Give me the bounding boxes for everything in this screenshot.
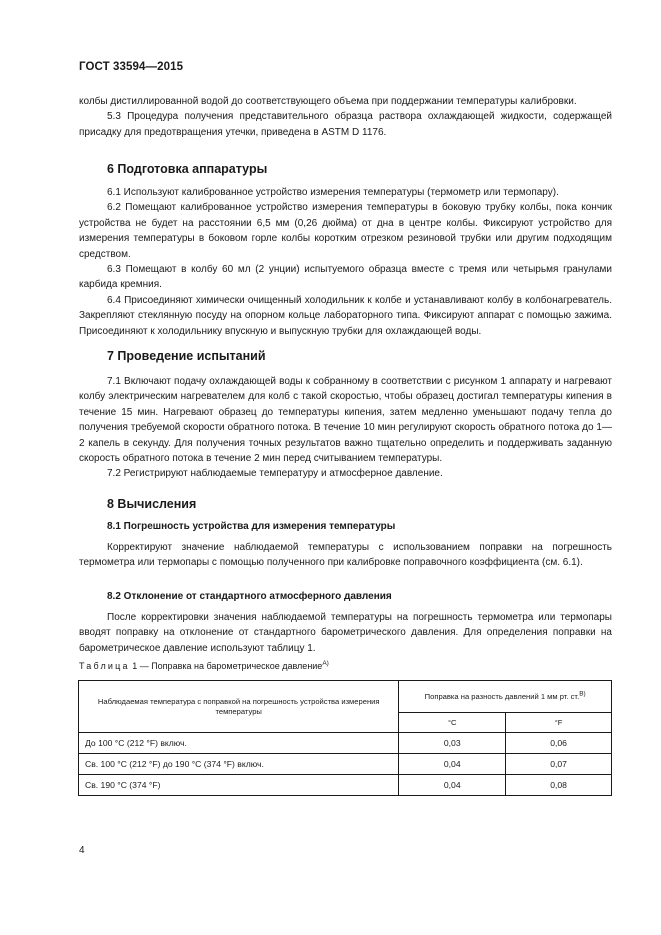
table-row — [79, 775, 612, 796]
page-number: 4 — [79, 845, 85, 856]
row-correction-f: 0,06 — [506, 733, 612, 754]
unit-celsius-header: °C — [399, 713, 506, 733]
subsection-8-1-heading: 8.1 Погрешность устройства для измерения температуры — [107, 521, 396, 532]
table-row — [79, 733, 612, 754]
table-caption-footnote-mark: A) — [322, 660, 329, 667]
section6-body — [79, 185, 612, 339]
row-correction-c: 0,03 — [399, 733, 506, 754]
table-caption — [79, 661, 329, 671]
paragraph-6-1: 6.1 Используют калиброванное устройство измерения температуры (термометр или термопару). — [107, 187, 559, 198]
subsection-8-2-body — [79, 610, 612, 656]
row-correction-c: 0,04 — [399, 754, 506, 775]
paragraph-8-2: После корректировки значения наблюдаемой температуры на погрешность термометра или термопары вводят поправку на отклонение от стандартного барометрического давления. Для определения поправки на барометрическое давление используют таблицу 1. — [79, 612, 612, 654]
paragraph-8-1: Корректируют значение наблюдаемой температуры с использованием поправки на погрешность термометра или термопары с помощью полученного при калибровке поправочного коэффициента (см. 6.1). — [79, 542, 612, 569]
section7-body — [79, 374, 612, 482]
barometric-correction-table — [78, 680, 612, 796]
row-temperature-label: Св. 100 °C (212 °F) до 190 °C (374 °F) включ. — [79, 754, 399, 775]
observed-temperature-header: Наблюдаемая температура с поправкой на погрешность устройства измерения температуры — [79, 681, 399, 733]
paragraph-5-3: 5.3 Процедура получения представительного образца раствора охлаждающей жидкости, содержащей присадку для предотвращения утечки, приведена в ASTM D 1176. — [79, 111, 612, 138]
standard-header: ГОСТ 33594—2015 — [79, 61, 184, 73]
table-row — [79, 754, 612, 775]
correction-header-footnote-mark: B) — [579, 689, 586, 697]
table-caption-text: 1 — Поправка на барометрическое давление — [129, 661, 323, 671]
section-8-heading: 8 Вычисления — [107, 497, 197, 511]
paragraph-6-3: 6.3 Помещают в колбу 60 мл (2 унции) испытуемого образца вместе с тремя или четырьмя гранулами карбида кремния. — [79, 264, 612, 291]
paragraph-6-4: 6.4 Присоединяют химически очищенный холодильник к колбе и устанавливают колбу в колбонагреватель. Закрепляют стеклянную посуду на опорном кольце лабораторного типа. Фиксируют аппарат с помощью зажима. Присоединяют к холодильнику впускную и выпускную трубки для охлаждающей воды. — [79, 294, 612, 337]
section-7-heading: 7 Проведение испытаний — [107, 349, 266, 363]
row-temperature-label: Св. 190 °C (374 °F) — [79, 775, 399, 796]
table-caption-word: Таблица — [79, 661, 130, 671]
paragraph-7-1: 7.1 Включают подачу охлаждающей воды к собранному в соответствии с рисунком 1 аппарату и нагревают колбу электрическим нагревателем для колб с такой скоростью, чтобы образец достигал температуры кипения в течение 15 мин. Нагревают образец до температуры кипения, затем медленно уменьшают подачу тепла до получения требуемой скорости обратного потока. В течение 10 мин регулируют скорость обратного потока до 1—2 капель в секунду. Для получения точных результатов важно тщательно определить и поддерживать заданную скорость обратного потока в течение 2 мин перед считыванием температуры. — [79, 376, 612, 465]
paragraph-7-2: 7.2 Регистрируют наблюдаемые температуру и атмосферное давление. — [107, 468, 443, 480]
row-correction-f: 0,08 — [506, 775, 612, 796]
unit-fahrenheit-header: °F — [506, 713, 612, 733]
row-correction-f: 0,07 — [506, 754, 612, 775]
row-temperature-label: До 100 °C (212 °F) включ. — [79, 733, 399, 754]
correction-header-text: Поправка на разность давлений 1 мм рт. ст. — [424, 691, 580, 701]
correction-header — [399, 681, 612, 713]
section5-tail — [79, 94, 612, 140]
row-correction-c: 0,04 — [399, 775, 506, 796]
subsection-8-2-heading: 8.2 Отклонение от стандартного атмосферного давления — [107, 591, 392, 602]
subsection-8-1-body — [79, 540, 612, 571]
paragraph-6-2: 6.2 Помещают калиброванное устройство измерения температуры в боковую трубку колбы, пока кончик устройства не будет на расстоянии 6,5 мм (0,26 дюйма) от дна в центре колбы. Фиксируют устройство для измерения температуры в боковом горле колбы коротким отрезком резиновой трубки или другим подходящим средством. — [79, 202, 612, 260]
section-6-heading: 6 Подготовка аппаратуры — [107, 162, 268, 176]
paragraph-5-2-tail: колбы дистиллированной водой до соответствующего объема при поддержании температуры калибровки. — [79, 96, 577, 107]
